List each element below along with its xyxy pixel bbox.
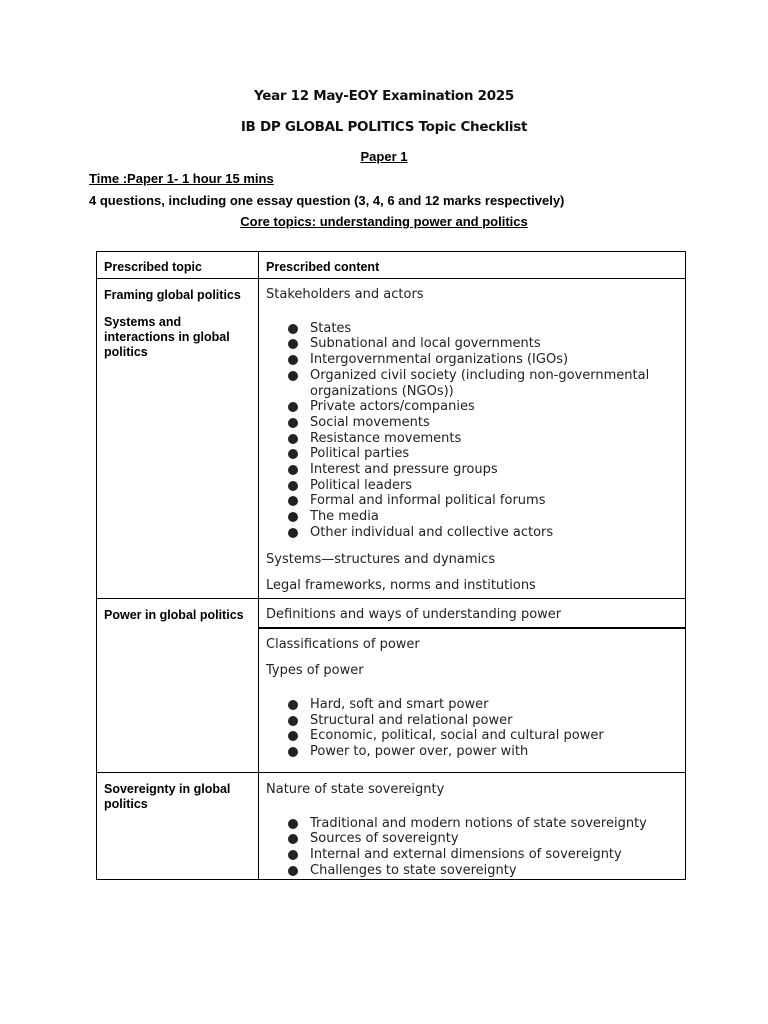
- list-item: [288, 831, 679, 847]
- content-heading: Definitions and ways of understanding power: [266, 606, 562, 622]
- bullet-icon: [288, 512, 298, 522]
- topic-table: [96, 251, 686, 880]
- table-row-sovereignty: [97, 772, 686, 880]
- list-item-text: Structural and relational power: [310, 712, 513, 728]
- content-cell: [259, 628, 686, 773]
- list-item: [288, 478, 679, 494]
- list-item-text: Power to, power over, power with: [310, 744, 529, 760]
- list-item-text: States: [310, 320, 352, 336]
- list-item: [288, 713, 679, 729]
- document-title: Year 12 May-EOY Examination 2025: [254, 88, 514, 104]
- bullet-icon: [288, 434, 298, 444]
- list-item-text: Political leaders: [310, 477, 413, 493]
- list-item-text: Organized civil society (including non-governmental organizations (NGOs)): [310, 367, 650, 399]
- bullet-icon: [288, 834, 298, 844]
- list-item-text: Subnational and local governments: [310, 336, 541, 352]
- list-item: [288, 525, 679, 541]
- list-item: [288, 352, 679, 368]
- content-paragraph: Systems—structures and dynamics: [266, 551, 496, 567]
- list-item-text: Traditional and modern notions of state sovereignty: [310, 815, 647, 831]
- bullet-icon: [288, 355, 298, 365]
- list-item-text: Private actors/companies: [310, 399, 475, 415]
- table-row-framing: [97, 279, 686, 599]
- power-list: [266, 697, 679, 760]
- list-item-text: Formal and informal political forums: [310, 493, 546, 509]
- list-item-text: Political parties: [310, 446, 410, 462]
- document-subtitle: IB DP GLOBAL POLITICS Topic Checklist: [240, 119, 528, 135]
- content-heading: Classifications of power: [266, 636, 420, 652]
- list-item-text: The media: [310, 509, 379, 525]
- bullet-icon: [288, 449, 298, 459]
- list-item-text: Economic, political, social and cultural power: [310, 728, 604, 744]
- topic-systems: Systems and interactions in global politics: [104, 315, 230, 359]
- list-item-text: Hard, soft and smart power: [310, 697, 489, 713]
- bullet-icon: [288, 465, 298, 475]
- list-item: [288, 462, 679, 478]
- list-item: [288, 399, 679, 415]
- list-item: [288, 697, 679, 713]
- topic-cell: [97, 279, 259, 599]
- bullet-icon: [288, 324, 298, 334]
- bullet-icon: [288, 496, 298, 506]
- list-item-text: Social movements: [310, 414, 430, 430]
- list-item: [288, 493, 679, 509]
- bullet-icon: [288, 716, 298, 726]
- list-item-text: Other individual and collective actors: [310, 524, 554, 540]
- sovereignty-list: [266, 816, 679, 879]
- framing-list: [266, 321, 679, 541]
- content-heading: Nature of state sovereignty: [266, 781, 445, 797]
- list-item: [288, 431, 679, 447]
- table-row-power: [97, 598, 686, 627]
- bullet-icon: [288, 371, 298, 381]
- bullet-icon: [288, 528, 298, 538]
- list-item: [288, 847, 679, 863]
- list-item: [288, 368, 679, 399]
- table-header-row: [97, 252, 686, 279]
- bullet-icon: [288, 747, 298, 757]
- bullet-icon: [288, 481, 298, 491]
- bullet-icon: [288, 339, 298, 349]
- list-item: [288, 863, 679, 879]
- list-item: [288, 509, 679, 525]
- list-item-text: Resistance movements: [310, 430, 462, 446]
- bullet-icon: [288, 731, 298, 741]
- list-item-text: Interest and pressure groups: [310, 462, 498, 478]
- content-cell: [259, 772, 686, 880]
- bullet-icon: [288, 418, 298, 428]
- paper-heading: Paper 1: [360, 149, 408, 164]
- list-item: [288, 816, 679, 832]
- topic-sovereignty: Sovereignty in global politics: [104, 781, 231, 811]
- list-item-text: Internal and external dimensions of sovereignty: [310, 846, 622, 862]
- list-item-text: Sources of sovereignty: [310, 831, 459, 847]
- list-item: [288, 415, 679, 431]
- time-line: Time :Paper 1- 1 hour 15 mins: [89, 171, 274, 186]
- col-header-content: Prescribed content: [259, 252, 686, 279]
- col-header-topic: Prescribed topic: [97, 252, 259, 279]
- list-item: [288, 446, 679, 462]
- topic-framing: Framing global politics: [104, 288, 241, 302]
- content-heading: Types of power: [266, 663, 364, 679]
- topic-cell: [97, 598, 259, 772]
- topic-cell: [97, 772, 259, 880]
- bullet-icon: [288, 402, 298, 412]
- bullet-icon: [288, 850, 298, 860]
- list-item: [288, 744, 679, 760]
- content-cell: [259, 598, 686, 627]
- list-item-text: Intergovernmental organizations (IGOs): [310, 352, 569, 368]
- list-item: [288, 336, 679, 352]
- content-cell: [259, 279, 686, 599]
- bullet-icon: [288, 866, 298, 876]
- questions-line: 4 questions, including one essay question (3, 4, 6 and 12 marks respectively): [89, 193, 565, 208]
- list-item-text: Challenges to state sovereignty: [310, 862, 517, 878]
- bullet-icon: [288, 819, 298, 829]
- core-topics-heading: Core topics: understanding power and politics: [240, 214, 528, 229]
- content-paragraph: Legal frameworks, norms and institutions: [266, 578, 536, 594]
- content-heading: Stakeholders and actors: [266, 287, 424, 302]
- list-item: [288, 728, 679, 744]
- bullet-icon: [288, 700, 298, 710]
- topic-power: Power in global politics: [104, 607, 244, 622]
- list-item: [288, 321, 679, 337]
